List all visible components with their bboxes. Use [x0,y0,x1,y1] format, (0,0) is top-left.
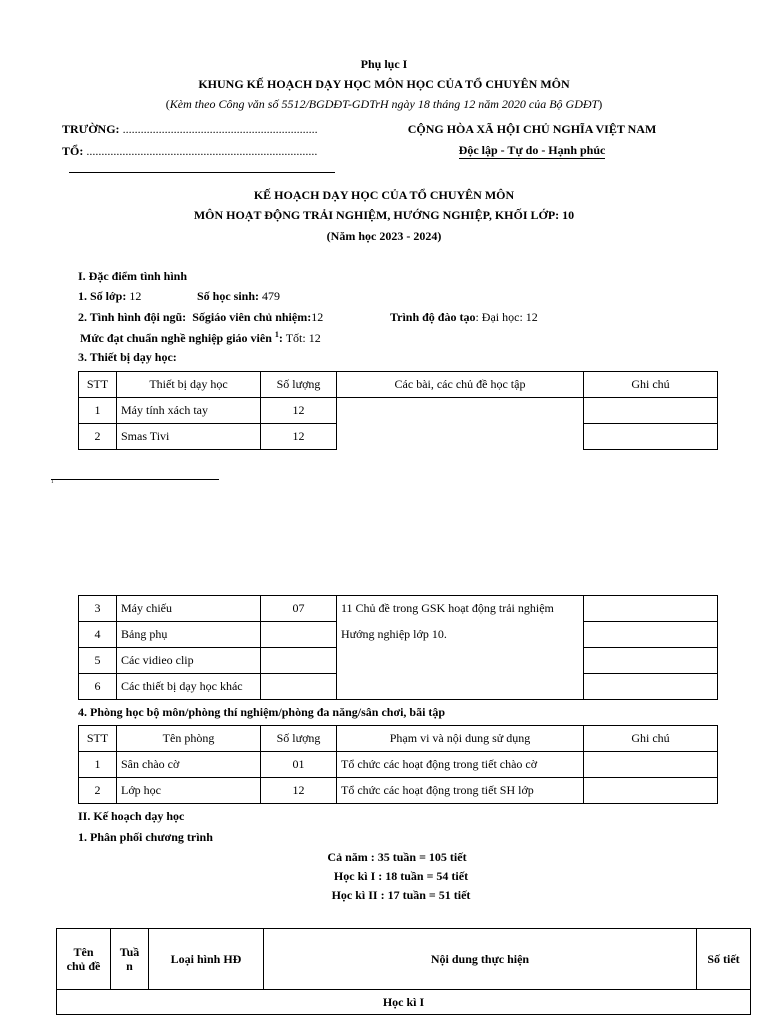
frame-title: KHUNG KẾ HOẠCH DẠY HỌC MÔN HỌC CỦA TỔ CHUYÊN MÔN [198,77,570,91]
column-header: Tuầ n [111,929,149,990]
column-header: Ghi chú [584,726,718,752]
quantity: 12 [261,778,337,804]
table-row [79,398,718,424]
quantity [261,622,337,648]
rooms-heading: 4. Phòng học bộ môn/phòng thí nghiệm/phòng đa năng/sân chơi, bãi tập [78,705,446,719]
quantity: 12 [261,398,337,424]
note-cell [584,622,718,648]
table-row [79,778,718,804]
row-number: 1 [79,752,117,778]
staff-line: 2. Tình hình đội ngũ: Sốgiáo viên chủ nhiệm:12 [78,310,324,324]
column-header: Tên chủ đề [57,929,111,990]
column-header: Số lượng [261,372,337,398]
column-header: STT [79,726,117,752]
topics-cell [337,398,584,450]
row-number: 2 [79,424,117,450]
nation-motto: Độc lập - Tự do - Hạnh phúc [458,143,606,157]
note-cell [584,752,718,778]
note-cell [584,778,718,804]
column-header: Phạm vi và nội dung sử dụng [337,726,584,752]
note-cell [584,648,718,674]
attached-note: (Kèm theo Công văn số 5512/BGDĐT-GDTrH ngày 18 tháng 12 năm 2020 của Bộ GDĐT) [165,97,603,111]
section-1-heading: I. Đặc điểm tình hình [78,269,188,283]
equipment-name: Các thiết bị dạy học khác [117,674,261,700]
note-cell [584,424,718,450]
equipment-name: Các vidieo clip [117,648,261,674]
column-header: Ghi chú [584,372,718,398]
row-number: 1 [79,398,117,424]
table-row [79,752,718,778]
teacher-standard: Mức đạt chuẩn nghề nghiệp giáo viên $^1$: Tốt: 12 [80,330,321,345]
rooms-table [78,725,718,804]
column-header: Thiết bị dạy học [117,372,261,398]
equipment-heading: 3. Thiết bị dạy học: [78,350,177,364]
quantity: 12 [261,424,337,450]
column-header: Số tiết [697,929,751,990]
term-row [57,990,751,1015]
term-1-total: Học kì I : 18 tuần = 54 tiết [333,869,469,883]
column-header: Số lượng [261,726,337,752]
term-1-label: Học kì I [57,990,751,1015]
note-cell [584,596,718,622]
room-name: Sân chào cờ [117,752,261,778]
school-line: TRƯỜNG: ................................................................. [62,122,318,136]
equipment-name: Smas Tivi [117,424,261,450]
group-line: TỔ: ............................................................................. [62,144,318,158]
topics-cell [337,596,584,700]
footnote-separator [51,479,219,480]
training-level: Trình độ đào tạo: Đại học: 12 [390,310,538,324]
column-header: Loại hình HĐ [149,929,264,990]
note-cell [584,398,718,424]
school-year: (Năm học 2023 - 2024) [326,229,442,243]
usage-scope: Tổ chức các hoạt động trong tiết chào cờ [337,752,584,778]
equipment-name: Máy chiếu [117,596,261,622]
row-number: 3 [79,596,117,622]
quantity [261,648,337,674]
plan-title: KẾ HOẠCH DẠY HỌC CỦA TỔ CHUYÊN MÔN [253,188,515,202]
nation-title: CỘNG HÒA XÃ HỘI CHỦ NGHĨA VIỆT NAM [407,122,657,136]
quantity: 01 [261,752,337,778]
quantity [261,674,337,700]
distribution-heading: 1. Phân phối chương trình [78,830,213,844]
note-cell [584,674,718,700]
equipment-name: Máy tính xách tay [117,398,261,424]
footnote-mark: 1 [51,480,54,485]
room-name: Lớp học [117,778,261,804]
quantity: 07 [261,596,337,622]
table-row [79,596,718,622]
section-2-heading: II. Kế hoạch dạy học [78,809,185,823]
plan-subtitle: MÔN HOẠT ĐỘNG TRẢI NGHIỆM, HƯỚNG NGHIỆP, KHỐI LỚP: 10 [193,208,575,222]
year-total: Cả năm : 35 tuần = 105 tiết [327,850,467,864]
equipment-name: Bảng phụ [117,622,261,648]
row-number: 5 [79,648,117,674]
topics-line: Hướng nghiệp lớp 10. [341,627,447,641]
row-number: 2 [79,778,117,804]
column-header: Các bài, các chủ đề học tập [337,372,584,398]
term-2-total: Học kì II : 17 tuần = 51 tiết [331,888,471,902]
row-number: 6 [79,674,117,700]
class-count: 1. Số lớp: 12 [78,289,142,303]
usage-scope: Tổ chức các hoạt động trong tiết SH lớp [337,778,584,804]
appendix-label: Phụ lục I [360,57,408,71]
column-header: Tên phòng [117,726,261,752]
column-header: STT [79,372,117,398]
schedule-table [56,928,751,1015]
topics-line: 11 Chủ đề trong GSK hoạt động trải nghiệm [341,601,554,615]
row-number: 4 [79,622,117,648]
student-count: Số học sinh: 479 [197,289,281,303]
column-header: Nội dung thực hiện [264,929,697,990]
header-divider [69,172,335,173]
equipment-table-continued [78,595,718,700]
equipment-table-top [78,371,718,450]
